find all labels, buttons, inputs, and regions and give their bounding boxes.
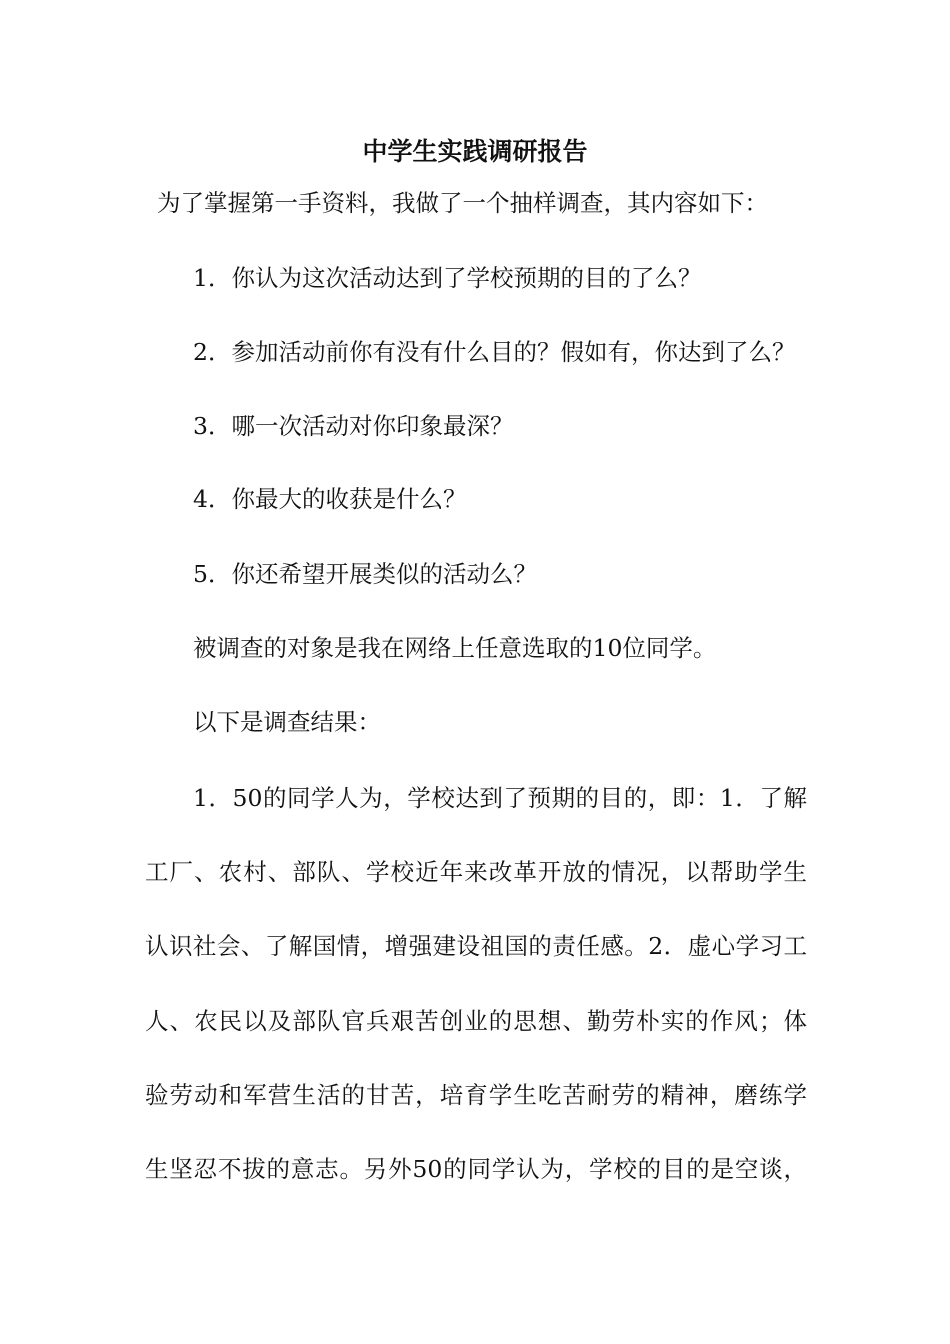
- question-4: 4．你最大的收获是什么？: [193, 485, 467, 513]
- result-line-2: 工厂、农村、部队、学校近年来改革开放的情况，以帮助学生: [145, 858, 807, 886]
- survey-object-paragraph: 被调查的对象是我在网络上任意选取的10位同学。: [193, 634, 717, 662]
- question-5: 5．你还希望开展类似的活动么？: [193, 560, 537, 588]
- result-line-3: 认识社会、了解国情，增强建设祖国的责任感。2．虚心学习工: [145, 932, 807, 960]
- document-title: 中学生实践调研报告: [362, 137, 588, 166]
- result-line-5: 验劳动和军营生活的甘苦，培育学生吃苦耐劳的精神，磨练学: [145, 1081, 807, 1109]
- question-2: 2．参加活动前你有没有什么目的？假如有，你达到了么？: [193, 338, 796, 366]
- result-line-6: 生坚忍不拔的意志。另外50的同学认为，学校的目的是空谈，: [145, 1155, 807, 1183]
- result-line-1: 1．50的同学人为，学校达到了预期的目的，即：1．了解: [193, 784, 807, 812]
- results-heading: 以下是调查结果：: [193, 708, 381, 736]
- question-1: 1．你认为这次活动达到了学校预期的目的了么？: [193, 264, 702, 292]
- intro-paragraph: 为了掌握第一手资料，我做了一个抽样调查，其内容如下：: [157, 189, 768, 217]
- result-line-4: 人、农民以及部队官兵艰苦创业的思想、勤劳朴实的作风；体: [145, 1007, 807, 1035]
- question-3: 3．哪一次活动对你印象最深？: [193, 412, 514, 440]
